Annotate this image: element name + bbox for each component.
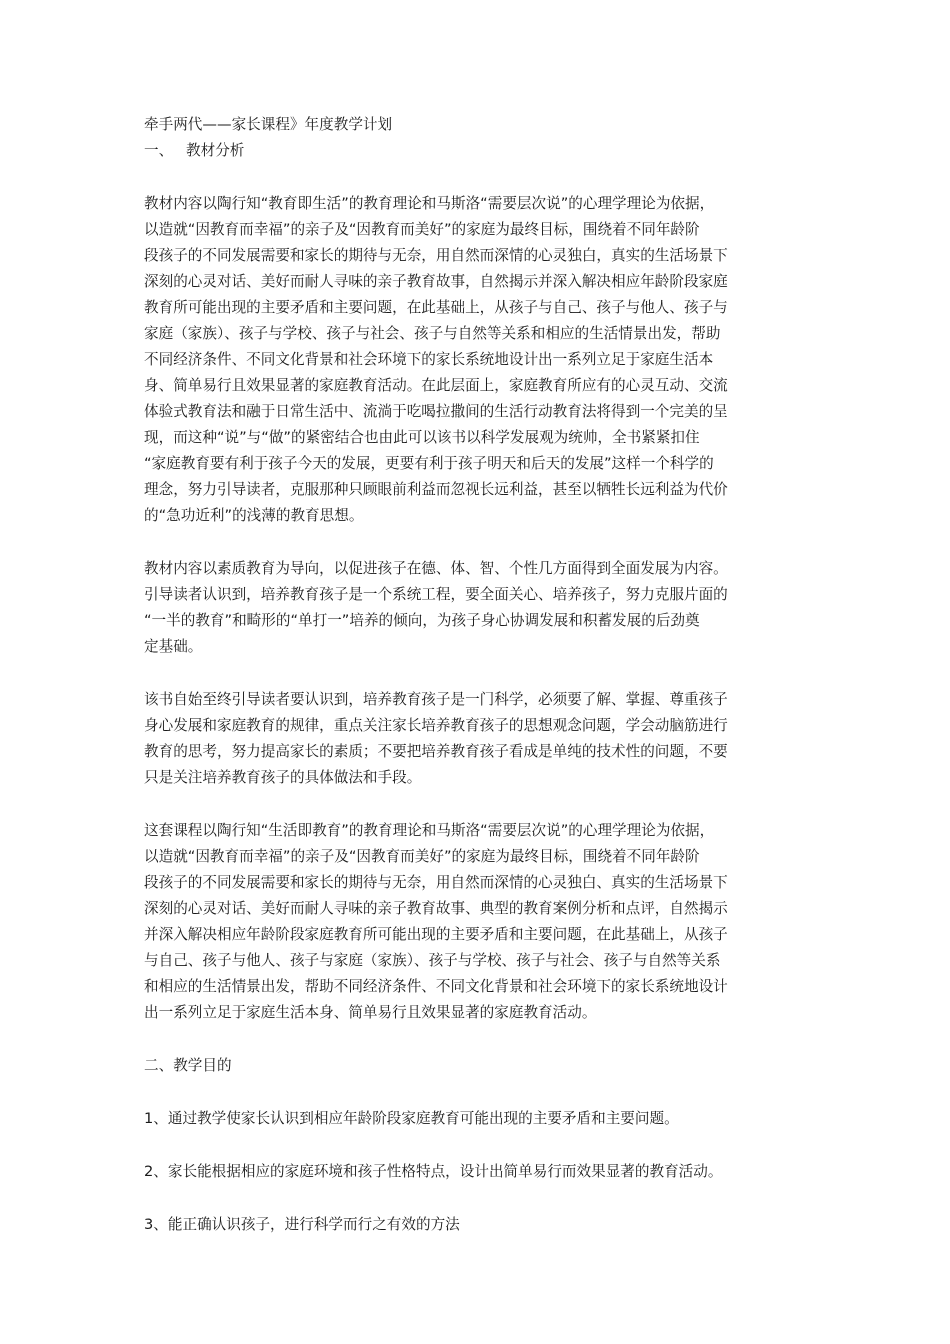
text-line: 身、简单易行且效果显著的家庭教育活动。在此层面上，家庭教育所应有的心灵互动、交流 <box>144 377 728 394</box>
section-heading-teaching-goals: 二、教学目的 <box>144 1057 232 1074</box>
text-line: 家庭（家族）、孩子与学校、孩子与社会、孩子与自然等关系和相应的生活情景出发，帮助 <box>144 325 721 342</box>
text-line: 以造就“因教育而幸福”的亲子及“因教育而美好”的家庭为最终目标，围绕着不同年龄阶 <box>144 221 700 238</box>
paragraph-4 <box>144 818 810 1026</box>
text-line: 和相应的生活情景出发，帮助不同经济条件、不同文化背景和社会环境下的家长系统地设计 <box>144 978 728 995</box>
text-line: 现，而这种“说”与“做”的紧密结合也由此可以该书以科学发展观为统帅，全书紧紧扣住 <box>144 429 700 446</box>
text-line: “一半的教育”和畸形的“单打一”培养的倾向，为孩子身心协调发展和积蓄发展的后劲奠 <box>144 612 700 629</box>
paragraph-2 <box>144 556 810 660</box>
text-line: 教育的思考，努力提高家长的素质；不要把培养教育孩子看成是单纯的技术性的问题，不要 <box>144 743 728 760</box>
section-heading-materials-analysis <box>144 138 810 164</box>
section-number: 一、 <box>144 142 174 159</box>
text-line: 只是关注培养教育孩子的具体做法和手段。 <box>144 769 422 786</box>
paragraph-1 <box>144 191 810 529</box>
text-line: 体验式教育法和融于日常生活中、流淌于吃喝拉撒间的生活行动教育法将得到一个完美的呈 <box>144 403 728 420</box>
text-line: “家庭教育要有利于孩子今天的发展，更要有利于孩子明天和后天的发展”这样一个科学的 <box>144 455 714 472</box>
text-line: 不同经济条件、不同文化背景和社会环境下的家长系统地设计出一系列立足于家庭生活本 <box>144 351 714 368</box>
text-line: 身心发展和家庭教育的规律，重点关注家长培养教育孩子的思想观念问题，学会动脑筋进行 <box>144 717 728 734</box>
text-line: 定基础。 <box>144 638 203 655</box>
text-line: 深刻的心灵对话、美好而耐人寻味的亲子教育故事、典型的教育案例分析和点评，自然揭示 <box>144 900 728 917</box>
text-line: 段孩子的不同发展需要和家长的期待与无奈，用自然而深情的心灵独白，真实的生活场景下 <box>144 247 728 264</box>
document-page <box>144 112 810 1238</box>
text-line: 的“急功近利”的浅薄的教育思想。 <box>144 507 364 524</box>
text-line: 教育所可能出现的主要矛盾和主要问题，在此基础上，从孩子与自己、孩子与他人、孩子与 <box>144 299 728 316</box>
text-line: 该书自始至终引导读者要认识到，培养教育孩子是一门科学，必须要了解、掌握、尊重孩子 <box>144 691 728 708</box>
goal-item-1: 1、通过教学使家长认识到相应年龄阶段家庭教育可能出现的主要矛盾和主要问题。 <box>144 1110 679 1127</box>
text-line: 引导读者认识到，培养教育孩子是一个系统工程，要全面关心、培养孩子，努力克服片面的 <box>144 586 728 603</box>
text-line: 与自己、孩子与他人、孩子与家庭（家族）、孩子与学校、孩子与社会、孩子与自然等关系 <box>144 952 721 969</box>
text-line: 出一系列立足于家庭生活本身、简单易行且效果显著的家庭教育活动。 <box>144 1004 597 1021</box>
text-line: 段孩子的不同发展需要和家长的期待与无奈，用自然而深情的心灵独白、真实的生活场景下 <box>144 874 728 891</box>
goal-item-3: 3、能正确认识孩子，进行科学而行之有效的方法 <box>144 1216 460 1233</box>
document-title: 牵手两代——家长课程》年度教学计划 <box>144 116 393 133</box>
text-line: 深刻的心灵对话、美好而耐人寻味的亲子教育故事，自然揭示并深入解决相应年龄阶段家庭 <box>144 273 728 290</box>
text-line: 这套课程以陶行知“生活即教育”的教育理论和马斯洛“需要层次说”的心理学理论为依据， <box>144 822 715 839</box>
goal-item-2: 2、家长能根据相应的家庭环境和孩子性格特点，设计出简单易行而效果显著的教育活动。 <box>144 1163 723 1180</box>
paragraph-3 <box>144 687 810 791</box>
text-line: 并深入解决相应年龄阶段家庭教育所可能出现的主要矛盾和主要问题，在此基础上，从孩子 <box>144 926 728 943</box>
text-line: 教材内容以素质教育为导向，以促进孩子在德、体、智、个性几方面得到全面发展为内容。 <box>144 560 728 577</box>
section-title: 教材分析 <box>186 142 245 159</box>
text-line: 教材内容以陶行知“教育即生活”的教育理论和马斯洛“需要层次说”的心理学理论为依据， <box>144 195 715 212</box>
text-line: 以造就“因教育而幸福”的亲子及“因教育而美好”的家庭为最终目标，围绕着不同年龄阶 <box>144 848 700 865</box>
text-line: 理念，努力引导读者，克服那种只顾眼前利益而忽视长远利益，甚至以牺牲长远利益为代价 <box>144 481 728 498</box>
